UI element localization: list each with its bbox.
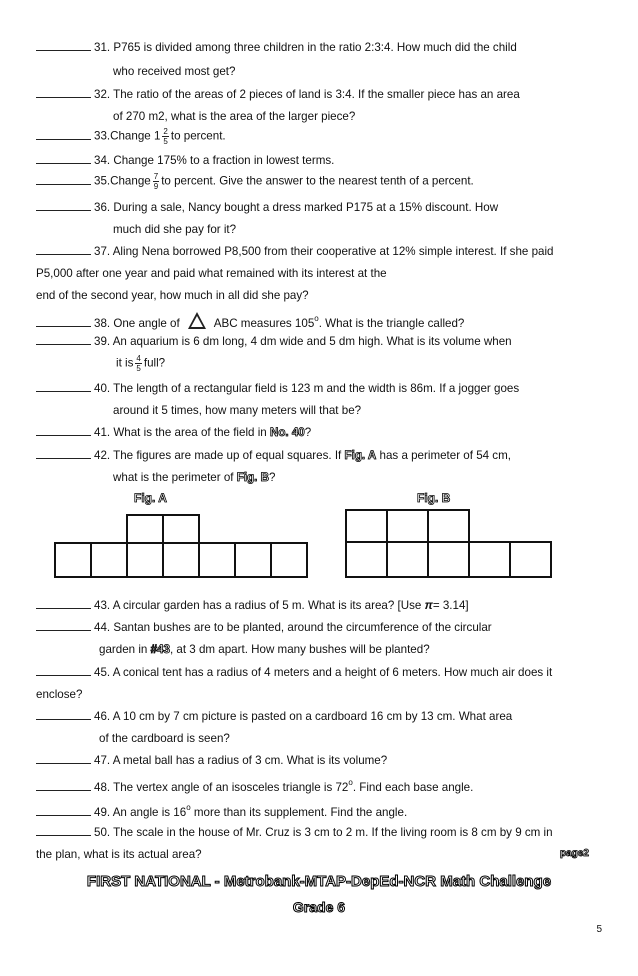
- answer-blank[interactable]: [36, 781, 91, 791]
- question-32-cont: of 270 m2, what is the area of the larger piece?: [113, 110, 356, 123]
- fraction: $\frac{2}{5}$: [163, 127, 168, 146]
- answer-blank[interactable]: [36, 754, 91, 764]
- answer-blank[interactable]: [36, 154, 91, 164]
- question-47: 47. A metal ball has a radius of 3 cm. What is its volume?: [36, 754, 387, 767]
- answer-blank[interactable]: [36, 666, 91, 676]
- fig-a-square: [198, 542, 236, 578]
- answer-blank[interactable]: [36, 88, 91, 98]
- fig-b-square: [468, 541, 511, 578]
- fig-b-square: [509, 541, 552, 578]
- fig-b-square: [345, 541, 388, 578]
- answer-blank[interactable]: [36, 41, 91, 51]
- fig-a-square: [126, 514, 164, 544]
- question-35: 35.Change $\frac{7}{9}$ to percent. Give the answer to the nearest tenth of a percent.: [36, 172, 474, 191]
- fig-a-square: [126, 542, 164, 578]
- question-33: 33.Change 1 $\frac{2}{5}$ to percent.: [36, 127, 226, 146]
- fig-a-square: [54, 542, 92, 578]
- footer-grade: Grade 6: [292, 899, 346, 915]
- question-40: 40. The length of a rectangular field is 123 m and the width is 86m. If a jogger goes: [36, 382, 519, 395]
- answer-blank[interactable]: [36, 710, 91, 720]
- answer-blank[interactable]: [36, 245, 91, 255]
- question-50: 50. The scale in the house of Mr. Cruz is 3 cm to 2 m. If the living room is 8 cm by 9 cm in: [36, 826, 553, 839]
- question-36: 36. During a sale, Nancy bought a dress marked P175 at a 15% discount. How: [36, 201, 498, 214]
- answer-blank[interactable]: [36, 175, 91, 185]
- question-34: 34. Change 175% to a fraction in lowest terms.: [36, 154, 334, 167]
- question-44-cont: garden in #43, at 3 dm apart. How many bushes will be planted?: [99, 643, 430, 656]
- answer-blank[interactable]: [36, 335, 91, 345]
- question-37-cont2: end of the second year, how much in all did she pay?: [36, 289, 309, 302]
- page-label: page2: [560, 848, 589, 859]
- question-50-cont: the plan, what is its actual area?: [36, 848, 202, 861]
- fraction: $\frac{4}{5}$: [136, 354, 141, 373]
- question-39-cont: it is $\frac{4}{5}$ full?: [116, 354, 166, 373]
- answer-blank[interactable]: [36, 426, 91, 436]
- answer-blank[interactable]: [36, 826, 91, 836]
- question-42: 42. The figures are made up of equal squares. If Fig. A has a perimeter of 54 cm,: [36, 449, 511, 462]
- answer-blank[interactable]: [36, 621, 91, 631]
- question-45-cont: enclose?: [36, 688, 83, 701]
- triangle-icon: [188, 312, 206, 329]
- question-44: 44. Santan bushes are to be planted, around the circumference of the circular: [36, 621, 492, 634]
- question-36-cont: much did she pay for it?: [113, 223, 237, 236]
- answer-blank[interactable]: [36, 130, 91, 140]
- fig-a-label: Fig. A: [134, 491, 167, 505]
- fig-b-square: [345, 509, 388, 543]
- fig-a-square: [162, 542, 200, 578]
- fig-a-square: [90, 542, 128, 578]
- fig-b-square: [386, 509, 429, 543]
- question-32: 32. The ratio of the areas of 2 pieces of land is 3:4. If the smaller piece has an area: [36, 88, 520, 101]
- question-41: 41. What is the area of the field in No. 40?: [36, 426, 311, 439]
- pi-symbol: π: [424, 599, 433, 612]
- question-31: 31. P765 is divided among three children in the ratio 2:3:4. How much did the child: [36, 41, 517, 54]
- fig-b-square: [427, 509, 470, 543]
- question-37-cont: P5,000 after one year and paid what remained with its interest at the: [36, 267, 387, 280]
- question-43: 43. A circular garden has a radius of 5 m. What is its area? [Use π= 3.14]: [36, 599, 469, 612]
- answer-blank[interactable]: [36, 806, 91, 816]
- question-42-cont: what is the perimeter of Fig. B?: [113, 471, 276, 484]
- answer-blank[interactable]: [36, 317, 91, 327]
- footer-title: FIRST NATIONAL - Metrobank-MTAP-DepEd-NCR Math Challenge: [86, 873, 552, 890]
- question-40-cont: around it 5 times, how many meters will that be?: [113, 404, 362, 417]
- question-39: 39. An aquarium is 6 dm long, 4 dm wide and 5 dm high. What is its volume when: [36, 335, 512, 348]
- fig-b-square: [386, 541, 429, 578]
- question-48: 48. The vertex angle of an isosceles triangle is 72$^o$. Find each base angle.: [36, 778, 473, 794]
- answer-blank[interactable]: [36, 599, 91, 609]
- question-46-cont: of the cardboard is seen?: [99, 732, 230, 745]
- question-31-cont: who received most get?: [113, 65, 236, 78]
- question-45: 45. A conical tent has a radius of 4 meters and a height of 6 meters. How much air does it: [36, 666, 552, 679]
- question-46: 46. A 10 cm by 7 cm picture is pasted on a cardboard 16 cm by 13 cm. What area: [36, 710, 512, 723]
- question-49: 49. An angle is 16$^o$ more than its supplement. Find the angle.: [36, 803, 407, 819]
- fig-a-square: [162, 514, 200, 544]
- fraction: $\frac{7}{9}$: [153, 172, 159, 191]
- answer-blank[interactable]: [36, 449, 91, 459]
- fig-a-square: [270, 542, 308, 578]
- fig-b-square: [427, 541, 470, 578]
- fig-a-square: [234, 542, 272, 578]
- question-38: 38. One angle of ABC measures 105$^o$. What is the triangle called?: [36, 312, 464, 330]
- page-number: 5: [596, 924, 602, 935]
- answer-blank[interactable]: [36, 201, 91, 211]
- fig-b-label: Fig. B: [417, 491, 451, 505]
- question-37: 37. Aling Nena borrowed P8,500 from their cooperative at 12% simple interest. If she paid: [36, 245, 554, 258]
- answer-blank[interactable]: [36, 382, 91, 392]
